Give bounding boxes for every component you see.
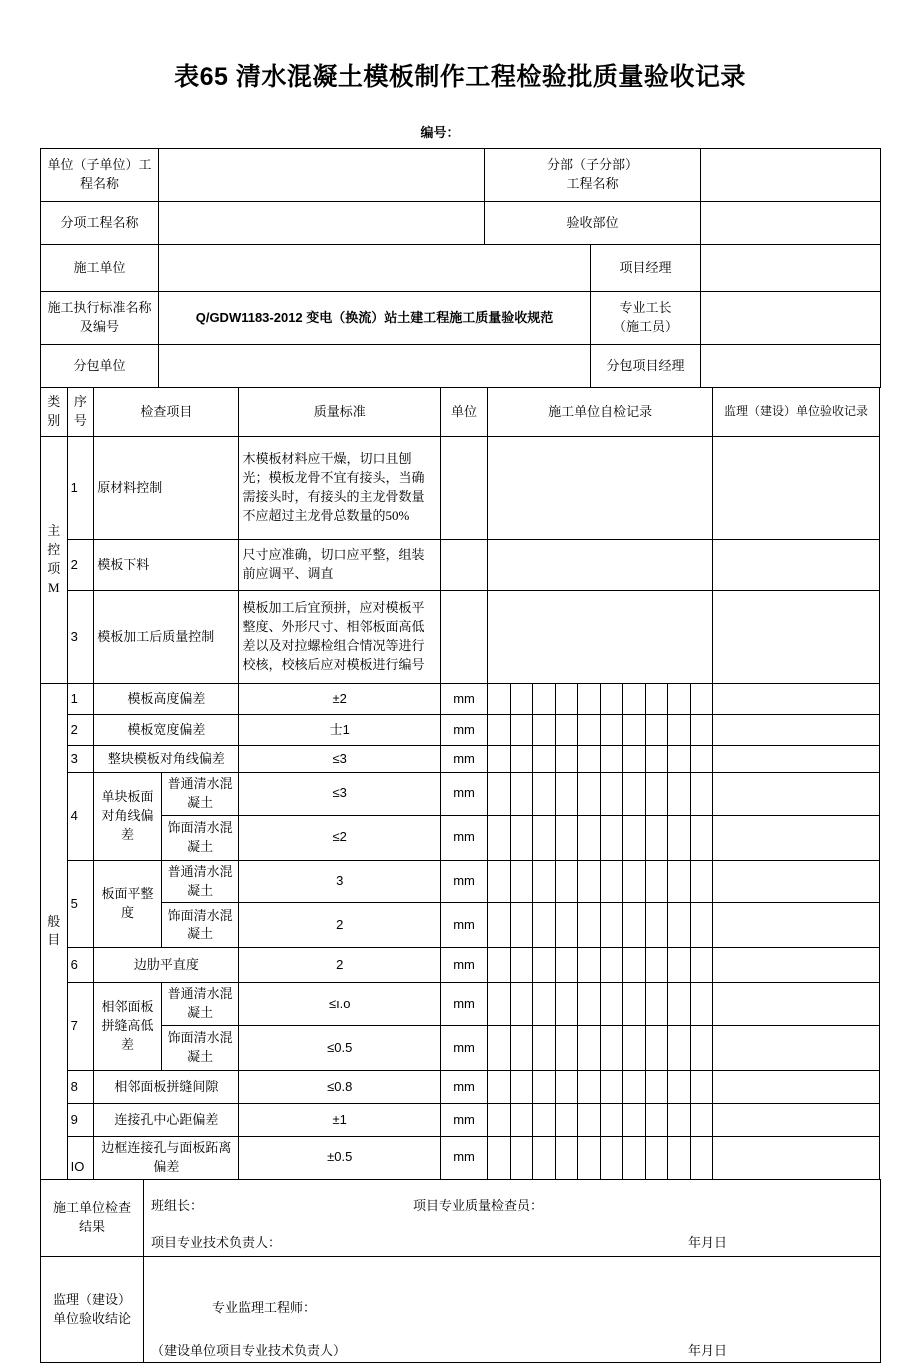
self-check-cell[interactable] xyxy=(690,773,713,816)
row-supervision[interactable] xyxy=(713,540,880,591)
self-check-cell[interactable] xyxy=(510,860,533,903)
self-check-cell[interactable] xyxy=(645,773,668,816)
self-check-cell[interactable] xyxy=(645,983,668,1026)
self-check-cell[interactable] xyxy=(488,903,511,948)
supervision-date-placeholder: 年月日 xyxy=(687,1342,727,1358)
self-check-cell[interactable] xyxy=(645,715,668,746)
row-unit xyxy=(441,437,488,540)
self-check-cell[interactable] xyxy=(578,715,601,746)
self-check-cell[interactable] xyxy=(533,1104,556,1137)
row-inspect-item: 整块模板对角线偏差 xyxy=(94,746,239,773)
table-row xyxy=(41,437,880,540)
self-check-cell[interactable] xyxy=(533,684,556,715)
part-project-label-line2: 工程名称 xyxy=(566,176,619,191)
self-check-cell[interactable] xyxy=(600,948,623,983)
row-inspect-item: 相邻面板拼缝间隙 xyxy=(94,1071,239,1104)
category-general-text: 般目 xyxy=(47,913,61,948)
row-inspect-item: 边框连接孔与面板跖离偏差 xyxy=(94,1137,239,1180)
row-self-check[interactable] xyxy=(488,591,713,684)
self-check-cell[interactable] xyxy=(690,860,713,903)
self-check-cell[interactable] xyxy=(668,684,691,715)
self-check-cell[interactable] xyxy=(578,746,601,773)
self-check-cell[interactable] xyxy=(690,746,713,773)
self-check-cell[interactable] xyxy=(690,715,713,746)
construction-result-label-line1: 施工单位检查 xyxy=(52,1199,131,1215)
self-check-cell[interactable] xyxy=(668,815,691,860)
self-check-cell[interactable] xyxy=(533,773,556,816)
row-quality-standard: 模板加工后宜预拼，应对模板平整度、外形尺寸、相邻板面高低差以及对拉螺检组合情况等进行校核，校核后应对模板进行编号 xyxy=(239,591,441,684)
row-seq: IO xyxy=(67,1137,94,1180)
row-quality-standard: ±2 xyxy=(239,684,441,715)
col-header-quality-standard: 质量标准 xyxy=(239,388,441,437)
row-supervision[interactable] xyxy=(713,1104,880,1137)
row-supervision[interactable] xyxy=(713,746,880,773)
row-inspect-item: 原材料控制 xyxy=(94,437,239,540)
header-row-subcontractor xyxy=(41,345,881,388)
self-check-cell[interactable] xyxy=(578,684,601,715)
self-check-cell[interactable] xyxy=(623,1026,646,1071)
row-unit: mm xyxy=(441,1026,488,1071)
self-check-cell[interactable] xyxy=(578,948,601,983)
table-row xyxy=(41,591,880,684)
self-check-cell[interactable] xyxy=(488,983,511,1026)
self-check-cell[interactable] xyxy=(578,773,601,816)
table-row xyxy=(41,715,880,746)
row-unit: mm xyxy=(441,746,488,773)
row-unit xyxy=(441,591,488,684)
row-quality-standard: ±1 xyxy=(239,1104,441,1137)
self-check-cell[interactable] xyxy=(645,1071,668,1104)
self-check-cell[interactable] xyxy=(578,1104,601,1137)
self-check-cell[interactable] xyxy=(623,1104,646,1137)
self-check-cell[interactable] xyxy=(510,948,533,983)
row-seq: 8 xyxy=(67,1071,94,1104)
self-check-cell[interactable] xyxy=(623,1071,646,1104)
col-header-seq-text: 序号 xyxy=(73,394,87,428)
row-unit: mm xyxy=(441,983,488,1026)
row-seq: 1 xyxy=(67,684,94,715)
row-seq: 7 xyxy=(67,983,94,1071)
row-sub-item: 普通清水混凝土 xyxy=(161,983,239,1026)
quality-inspector-label: 项目专业质量检查员： xyxy=(413,1197,544,1213)
row-inspect-item: 相邻面板拼缝高低差 xyxy=(94,983,162,1071)
header-row-construction-unit xyxy=(41,245,881,292)
self-check-cell[interactable] xyxy=(645,746,668,773)
self-check-cell[interactable] xyxy=(623,1137,646,1180)
self-check-cell[interactable] xyxy=(668,948,691,983)
row-supervision[interactable] xyxy=(713,684,880,715)
self-check-cell[interactable] xyxy=(488,1137,511,1180)
self-check-cell[interactable] xyxy=(600,860,623,903)
self-check-cell[interactable] xyxy=(555,773,578,816)
self-check-cell[interactable] xyxy=(510,903,533,948)
row-seq: 2 xyxy=(67,715,94,746)
row-inspect-item: 单块板面对角线偏差 xyxy=(94,773,162,861)
subcontractor-value[interactable] xyxy=(159,345,591,388)
row-supervision[interactable] xyxy=(713,1137,880,1180)
row-quality-standard: ≤0.8 xyxy=(239,1071,441,1104)
table-row xyxy=(41,1026,880,1071)
sub-project-label: 分项工程名称 xyxy=(41,202,159,245)
category-general xyxy=(41,684,68,1180)
col-header-unit: 单位 xyxy=(441,388,488,437)
unit-project-value[interactable] xyxy=(159,149,485,202)
self-check-cell[interactable] xyxy=(533,715,556,746)
foreman-label xyxy=(591,292,701,345)
self-check-cell[interactable] xyxy=(623,983,646,1026)
self-check-cell[interactable] xyxy=(510,1026,533,1071)
self-check-cell[interactable] xyxy=(690,684,713,715)
construction-result-label-line2: 结果 xyxy=(78,1218,105,1234)
self-check-cell[interactable] xyxy=(488,1071,511,1104)
col-header-seq xyxy=(67,388,94,437)
team-leader-label: 班组长： xyxy=(151,1197,204,1213)
self-check-cell[interactable] xyxy=(555,815,578,860)
col-header-self-check: 施工单位自检记录 xyxy=(488,388,713,437)
row-quality-standard: 3 xyxy=(239,860,441,903)
self-check-cell[interactable] xyxy=(578,983,601,1026)
table-row xyxy=(41,815,880,860)
construction-unit-value[interactable] xyxy=(159,245,591,292)
row-quality-standard: 木模板材料应干燥，切口且刨光；模板龙骨不宜有接头，当确需接头时，有接头的主龙骨数量不应超过主龙骨总数量的50% xyxy=(239,437,441,540)
row-unit: mm xyxy=(441,773,488,816)
self-check-cell[interactable] xyxy=(623,815,646,860)
row-sub-item: 饰面清水混凝土 xyxy=(161,815,239,860)
header-table xyxy=(40,148,881,388)
self-check-cell[interactable] xyxy=(510,1071,533,1104)
footer-row-supervision-result xyxy=(41,1256,881,1363)
self-check-cell[interactable] xyxy=(555,1137,578,1180)
self-check-cell[interactable] xyxy=(510,715,533,746)
self-check-cell[interactable] xyxy=(690,948,713,983)
self-check-cell[interactable] xyxy=(600,815,623,860)
row-supervision[interactable] xyxy=(713,860,880,903)
supervision-result-body[interactable] xyxy=(144,1256,881,1363)
supervision-engineer-label: 专业监理工程师： xyxy=(212,1299,317,1315)
construction-tech-manager-label: （建设单位项目专业技术负责人） xyxy=(151,1342,347,1358)
self-check-cell[interactable] xyxy=(690,1137,713,1180)
row-quality-standard: ≤3 xyxy=(239,773,441,816)
table-row xyxy=(41,684,880,715)
sub-pm-label: 分包项目经理 xyxy=(591,345,701,388)
self-check-cell[interactable] xyxy=(510,815,533,860)
row-unit: mm xyxy=(441,1071,488,1104)
row-inspect-item: 模板高度偏差 xyxy=(94,684,239,715)
self-check-cell[interactable] xyxy=(645,860,668,903)
table-row xyxy=(41,860,880,903)
self-check-cell[interactable] xyxy=(510,1104,533,1137)
col-header-supervision: 监理（建设）单位验收记录 xyxy=(713,388,880,437)
construction-unit-label: 施工单位 xyxy=(41,245,159,292)
part-project-label xyxy=(485,149,701,202)
row-quality-standard: ≤ı.o xyxy=(239,983,441,1026)
self-check-cell[interactable] xyxy=(578,903,601,948)
row-inspect-item: 模板加工后质量控制 xyxy=(94,591,239,684)
self-check-cell[interactable] xyxy=(533,948,556,983)
row-seq: 3 xyxy=(67,746,94,773)
self-check-cell[interactable] xyxy=(668,903,691,948)
self-check-cell[interactable] xyxy=(600,1026,623,1071)
self-check-cell[interactable] xyxy=(533,746,556,773)
self-check-cell[interactable] xyxy=(645,815,668,860)
self-check-cell[interactable] xyxy=(623,684,646,715)
self-check-cell[interactable] xyxy=(600,715,623,746)
self-check-cell[interactable] xyxy=(600,773,623,816)
category-main-control-text: 主控项M xyxy=(47,523,61,595)
self-check-cell[interactable] xyxy=(533,1137,556,1180)
header-row-unit-project xyxy=(41,149,881,202)
self-check-cell[interactable] xyxy=(533,1026,556,1071)
row-sub-item: 普通清水混凝土 xyxy=(161,860,239,903)
self-check-cell[interactable] xyxy=(533,860,556,903)
row-supervision[interactable] xyxy=(713,1026,880,1071)
self-check-cell[interactable] xyxy=(600,684,623,715)
part-project-label-line1: 分部（子分部） xyxy=(547,157,639,173)
self-check-cell[interactable] xyxy=(600,746,623,773)
row-seq: 6 xyxy=(67,948,94,983)
self-check-cell[interactable] xyxy=(510,773,533,816)
row-supervision[interactable] xyxy=(713,948,880,983)
row-inspect-item: 连接孔中心距偏差 xyxy=(94,1104,239,1137)
row-unit: mm xyxy=(441,903,488,948)
table-row xyxy=(41,540,880,591)
self-check-cell[interactable] xyxy=(600,983,623,1026)
self-check-cell[interactable] xyxy=(488,860,511,903)
self-check-cell[interactable] xyxy=(555,746,578,773)
self-check-cell[interactable] xyxy=(555,983,578,1026)
row-unit: mm xyxy=(441,715,488,746)
row-supervision[interactable] xyxy=(713,1071,880,1104)
self-check-cell[interactable] xyxy=(510,1137,533,1180)
row-seq: 1 xyxy=(67,437,94,540)
table-header-row xyxy=(41,388,880,437)
self-check-cell[interactable] xyxy=(645,684,668,715)
row-seq: 4 xyxy=(67,773,94,861)
table-row xyxy=(41,903,880,948)
col-header-inspect-item: 检查项目 xyxy=(94,388,239,437)
construction-result-label xyxy=(41,1179,144,1256)
foreman-value[interactable] xyxy=(701,292,881,345)
row-inspect-item: 板面平整度 xyxy=(94,860,162,948)
self-check-cell[interactable] xyxy=(623,903,646,948)
self-check-cell[interactable] xyxy=(488,746,511,773)
self-check-cell[interactable] xyxy=(690,903,713,948)
row-quality-standard: 2 xyxy=(239,903,441,948)
self-check-cell[interactable] xyxy=(510,746,533,773)
header-row-sub-project xyxy=(41,202,881,245)
self-check-cell[interactable] xyxy=(600,1071,623,1104)
row-quality-standard: 尺寸应准确，切口应平整，组装前应调平、调直 xyxy=(239,540,441,591)
table-row xyxy=(41,1137,880,1180)
self-check-cell[interactable] xyxy=(668,746,691,773)
self-check-cell[interactable] xyxy=(488,773,511,816)
table-row xyxy=(41,983,880,1026)
project-manager-value[interactable] xyxy=(701,245,881,292)
construction-date-placeholder: 年月日 xyxy=(687,1234,727,1250)
foreman-label-line2: （施工员） xyxy=(613,319,679,334)
row-supervision[interactable] xyxy=(713,983,880,1026)
row-unit: mm xyxy=(441,1137,488,1180)
self-check-cell[interactable] xyxy=(668,1104,691,1137)
self-check-cell[interactable] xyxy=(555,684,578,715)
row-quality-standard: ≤3 xyxy=(239,746,441,773)
self-check-cell[interactable] xyxy=(555,1104,578,1137)
self-check-cell[interactable] xyxy=(533,983,556,1026)
self-check-cell[interactable] xyxy=(578,1026,601,1071)
table-row xyxy=(41,948,880,983)
self-check-cell[interactable] xyxy=(488,684,511,715)
unit-project-label xyxy=(41,149,159,202)
project-manager-label: 项目经理 xyxy=(591,245,701,292)
self-check-cell[interactable] xyxy=(555,1026,578,1071)
row-self-check[interactable] xyxy=(488,437,713,540)
self-check-cell[interactable] xyxy=(555,860,578,903)
row-unit: mm xyxy=(441,815,488,860)
row-supervision[interactable] xyxy=(713,437,880,540)
self-check-cell[interactable] xyxy=(578,860,601,903)
row-seq: 3 xyxy=(67,591,94,684)
row-quality-standard: 2 xyxy=(239,948,441,983)
row-seq: 9 xyxy=(67,1104,94,1137)
self-check-cell[interactable] xyxy=(623,746,646,773)
self-check-cell[interactable] xyxy=(645,903,668,948)
col-header-category xyxy=(41,388,68,437)
self-check-cell[interactable] xyxy=(555,1071,578,1104)
sub-project-value[interactable] xyxy=(159,202,485,245)
form-code-label: 编号： xyxy=(420,125,460,140)
row-unit: mm xyxy=(441,860,488,903)
inspection-table xyxy=(40,387,880,1180)
table-row xyxy=(41,1071,880,1104)
self-check-cell[interactable] xyxy=(668,860,691,903)
self-check-cell[interactable] xyxy=(533,903,556,948)
self-check-cell[interactable] xyxy=(555,715,578,746)
self-check-cell[interactable] xyxy=(510,684,533,715)
standard-value: Q/GDW1183-2012 变电（换流）站土建工程施工质量验收规范 xyxy=(159,292,591,345)
footer-table xyxy=(40,1179,881,1363)
construction-result-body[interactable] xyxy=(144,1179,881,1256)
page-title: 表65 清水混凝土模板制作工程检验批质量验收记录 xyxy=(174,63,746,91)
supervision-result-label-line1: 监理（建设） xyxy=(52,1291,131,1307)
supervision-result-label-line2: 单位验收结论 xyxy=(52,1310,131,1326)
self-check-cell[interactable] xyxy=(645,1137,668,1180)
self-check-cell[interactable] xyxy=(488,1104,511,1137)
self-check-cell[interactable] xyxy=(645,948,668,983)
self-check-cell[interactable] xyxy=(623,773,646,816)
standard-label-line2: 及编号 xyxy=(79,319,119,334)
self-check-cell[interactable] xyxy=(578,815,601,860)
row-sub-item: 饰面清水混凝土 xyxy=(161,903,239,948)
row-sub-item: 普通清水混凝土 xyxy=(161,773,239,816)
technical-manager-label: 项目专业技术负责人： xyxy=(151,1234,282,1250)
row-supervision[interactable] xyxy=(713,591,880,684)
category-main-control xyxy=(41,437,68,684)
self-check-cell[interactable] xyxy=(600,1137,623,1180)
self-check-cell[interactable] xyxy=(645,1026,668,1071)
row-self-check[interactable] xyxy=(488,540,713,591)
self-check-cell[interactable] xyxy=(668,983,691,1026)
accept-part-label: 验收部位 xyxy=(485,202,701,245)
self-check-cell[interactable] xyxy=(623,860,646,903)
row-quality-standard: ≤0.5 xyxy=(239,1026,441,1071)
unit-project-label-line1: 单位（子单位）工 xyxy=(47,157,152,173)
part-project-value[interactable] xyxy=(701,149,881,202)
row-unit: mm xyxy=(441,1104,488,1137)
subcontractor-label: 分包单位 xyxy=(41,345,159,388)
self-check-cell[interactable] xyxy=(623,715,646,746)
row-inspect-item: 模板宽度偏差 xyxy=(94,715,239,746)
self-check-cell[interactable] xyxy=(623,948,646,983)
row-unit: mm xyxy=(441,684,488,715)
self-check-cell[interactable] xyxy=(488,1026,511,1071)
self-check-cell[interactable] xyxy=(488,948,511,983)
self-check-cell[interactable] xyxy=(690,983,713,1026)
row-supervision[interactable] xyxy=(713,815,880,860)
self-check-cell[interactable] xyxy=(510,983,533,1026)
self-check-cell[interactable] xyxy=(690,1026,713,1071)
self-check-cell[interactable] xyxy=(690,1104,713,1137)
supervision-result-label xyxy=(41,1256,144,1363)
row-seq: 5 xyxy=(67,860,94,948)
self-check-cell[interactable] xyxy=(533,1071,556,1104)
self-check-cell[interactable] xyxy=(668,773,691,816)
standard-label-line1: 施工执行标准名称 xyxy=(47,300,152,316)
accept-part-value[interactable] xyxy=(701,202,881,245)
self-check-cell[interactable] xyxy=(668,1137,691,1180)
self-check-cell[interactable] xyxy=(668,1026,691,1071)
self-check-cell[interactable] xyxy=(578,1137,601,1180)
row-sub-item: 饰面清水混凝土 xyxy=(161,1026,239,1071)
row-quality-standard: 士1 xyxy=(239,715,441,746)
self-check-cell[interactable] xyxy=(668,1071,691,1104)
self-check-cell[interactable] xyxy=(668,715,691,746)
row-supervision[interactable] xyxy=(713,715,880,746)
self-check-cell[interactable] xyxy=(600,903,623,948)
self-check-cell[interactable] xyxy=(690,1071,713,1104)
row-quality-standard: ≤2 xyxy=(239,815,441,860)
table-row xyxy=(41,773,880,816)
self-check-cell[interactable] xyxy=(645,1104,668,1137)
table-row xyxy=(41,1104,880,1137)
self-check-cell[interactable] xyxy=(555,948,578,983)
self-check-cell[interactable] xyxy=(600,1104,623,1137)
row-inspect-item: 边肋平直度 xyxy=(94,948,239,983)
footer-row-construction-result xyxy=(41,1179,881,1256)
standard-label xyxy=(41,292,159,345)
row-unit xyxy=(441,540,488,591)
row-seq: 2 xyxy=(67,540,94,591)
row-unit: mm xyxy=(441,948,488,983)
self-check-cell[interactable] xyxy=(690,815,713,860)
foreman-label-line1: 专业工长 xyxy=(619,300,672,316)
table-row xyxy=(41,746,880,773)
header-row-standard xyxy=(41,292,881,345)
row-supervision[interactable] xyxy=(713,773,880,816)
row-inspect-item: 模板下料 xyxy=(94,540,239,591)
self-check-cell[interactable] xyxy=(488,715,511,746)
col-header-category-text: 类别 xyxy=(47,394,61,428)
unit-project-label-line2: 程名称 xyxy=(79,176,119,191)
self-check-cell[interactable] xyxy=(555,903,578,948)
self-check-cell[interactable] xyxy=(533,815,556,860)
row-quality-standard: ±0.5 xyxy=(239,1137,441,1180)
sub-pm-value[interactable] xyxy=(701,345,881,388)
row-supervision[interactable] xyxy=(713,903,880,948)
self-check-cell[interactable] xyxy=(578,1071,601,1104)
self-check-cell[interactable] xyxy=(488,815,511,860)
